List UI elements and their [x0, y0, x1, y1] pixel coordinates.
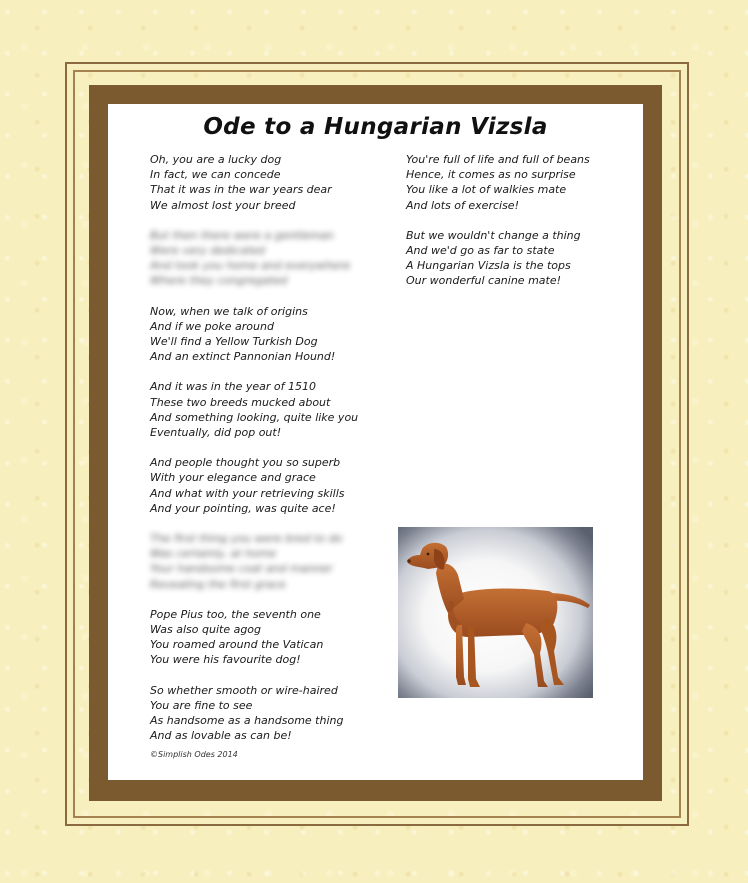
vizsla-dog-icon [398, 527, 593, 698]
poem-line: And if we poke around [150, 319, 274, 333]
poem-line: Pope Pius too, the seventh one [150, 607, 321, 621]
poem-stanza [150, 152, 390, 213]
copyright-notice: ©Simplish Odes 2014 [150, 750, 238, 759]
poem-line: And as lovable as can be! [150, 729, 292, 743]
poem-left-column [150, 152, 390, 759]
poem-stanza [406, 152, 636, 213]
poem-line: The first thing you were bred to do [150, 532, 343, 546]
poem-line: And something looking, quite like you [150, 410, 359, 424]
poem-line: You're full of life and full of beans [406, 153, 590, 166]
poem-line: And an extinct Pannonian Hound! [150, 350, 336, 364]
poem-line: Hence, it comes as no surprise [406, 168, 576, 182]
poem-stanza [150, 607, 390, 668]
poem-line: And it was in the year of 1510 [150, 380, 317, 394]
poem-line: So whether smooth or wire-haired [150, 683, 338, 697]
poem-line: And we'd go as far to state [406, 244, 555, 258]
poem-line: In fact, we can concede [150, 168, 281, 182]
poem-stanza [150, 455, 390, 516]
poem-line: And lots of exercise! [406, 198, 519, 212]
poem-line: A Hungarian Vizsla is the tops [406, 259, 571, 273]
poem-line: We almost lost your breed [150, 198, 296, 212]
poem-line: Was certainly, at home [150, 547, 277, 561]
poem-line: And your pointing, was quite ace! [150, 501, 336, 515]
poem-line: That it was in the war years dear [150, 183, 332, 197]
poem-line: Eventually, did pop out! [150, 426, 282, 440]
poem-stanza [150, 683, 390, 744]
poem-line: You are fine to see [150, 698, 253, 712]
poem-line: But we wouldn't change a thing [406, 228, 581, 242]
vizsla-dog-photo [398, 527, 593, 698]
poem-line: Your handsome coat and manner [150, 562, 333, 576]
poem-line: Now, when we talk of origins [150, 304, 308, 318]
poem-line: You like a lot of walkies mate [406, 183, 567, 197]
poem-line: You roamed around the Vatican [150, 638, 324, 652]
poem-stanza [406, 228, 636, 289]
poem-title: Ode to a Hungarian Vizsla [203, 114, 548, 140]
poem-line: And people thought you so superb [150, 456, 341, 470]
poem-stanza [150, 304, 390, 365]
poem-stanza [150, 228, 390, 289]
poem-line: Were very dedicated [150, 244, 265, 258]
poem-right-column [406, 152, 636, 304]
poem-line: Was also quite agog [150, 623, 262, 637]
poem-line: You were his favourite dog! [150, 653, 301, 667]
poem-line: And what with your retrieving skills [150, 486, 345, 500]
poem-line: And took you home and everywhere [150, 259, 351, 273]
poem-line: Where they congregated [150, 274, 288, 288]
poem-stanza [150, 379, 390, 440]
poem-line: With your elegance and grace [150, 471, 316, 485]
poem-line: These two breeds mucked about [150, 395, 331, 409]
poem-line: But then there were a gentleman [150, 228, 334, 242]
poem-line: Revealing the first grace [150, 577, 286, 591]
poem-stanza [150, 531, 390, 592]
poem-line: Our wonderful canine mate! [406, 274, 562, 288]
poem-line: As handsome as a handsome thing [150, 714, 344, 728]
poem-line: We'll find a Yellow Turkish Dog [150, 335, 318, 349]
poem-line: Oh, you are a lucky dog [150, 153, 282, 166]
